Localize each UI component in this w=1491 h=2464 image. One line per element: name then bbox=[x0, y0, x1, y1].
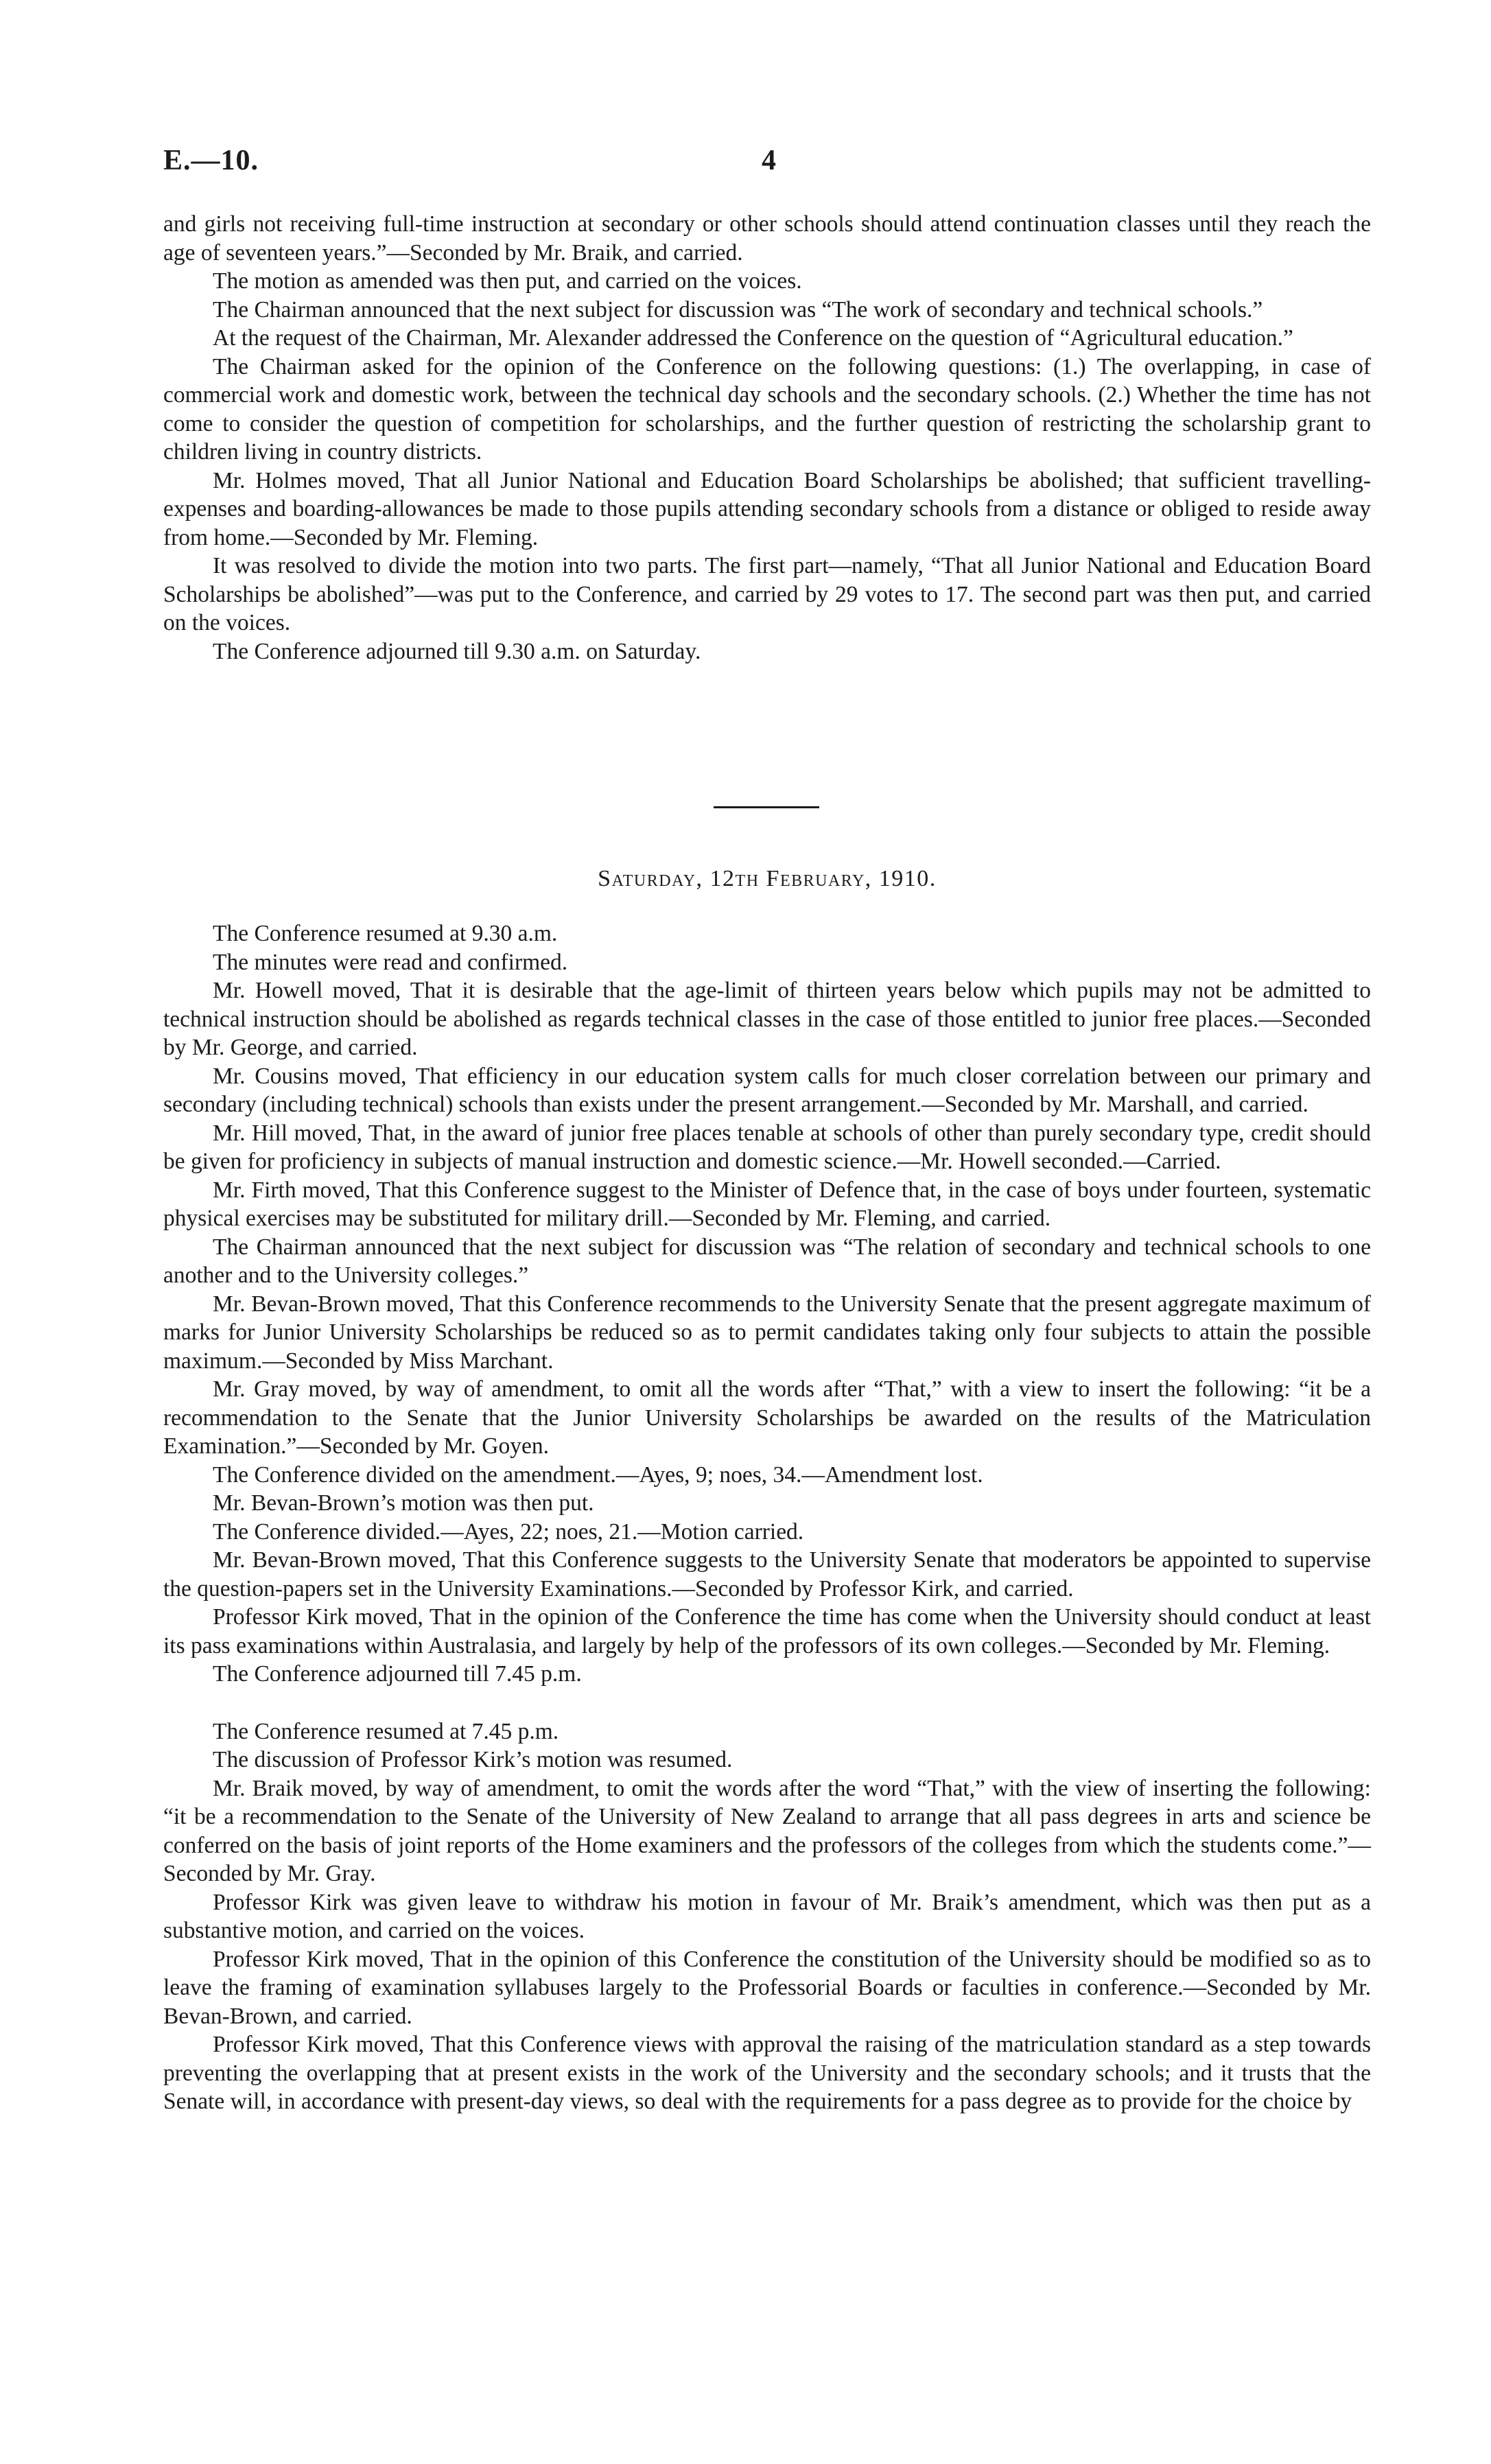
paragraph: Professor Kirk moved, That this Conference views with approval the raising of the matriculation standard as a step towards preventing the overlapping that at present exists in the work of the University and the secondary schools; and it trusts that the Senate will, in accordance with present-day views, so deal with the requirements for a pass degree as to provide for the choice by bbox=[163, 2032, 1371, 2114]
section-divider bbox=[714, 806, 819, 808]
paragraph: At the request of the Chairman, Mr. Alexander addressed the Conference on the question of “Agricultural education.” bbox=[213, 325, 1293, 351]
paragraph: Mr. Gray moved, by way of amendment, to omit all the words after “That,” with a view to insert the following: “it be a recommendation to the Senate that the Junior University Scholarships be awarded on the results of the Matriculation Examination.”—Seconded by Mr. Goyen. bbox=[163, 1376, 1371, 1459]
paragraph: The Chairman asked for the opinion of the Conference on the following questions: (1.) The overlapping, in case of commercial work and domestic work, between the technical day schools and the secondary schools. (2.) Whether the time has not come to consider the question of competition for scholarships, and the further question of restricting the scholarship grant to children living in country districts. bbox=[163, 353, 1371, 465]
document-reference: E.—10. bbox=[163, 145, 259, 176]
paragraph: The Conference resumed at 9.30 a.m. bbox=[213, 921, 558, 946]
paragraph: The Conference resumed at 7.45 p.m. bbox=[213, 1718, 559, 1744]
paragraph: Mr. Hill moved, That, in the award of junior free places tenable at schools of other than purely secondary type, credit should be given for proficiency in subjects of manual instruction and domestic science.—Mr. Howell seconded.—Carried. bbox=[163, 1120, 1371, 1174]
paragraph: The Conference divided on the amendment.—Ayes, 9; noes, 34.—Amendment lost. bbox=[213, 1462, 983, 1488]
paragraph: The Chairman announced that the next subject for discussion was “The work of secondary and technical schools.” bbox=[213, 296, 1263, 322]
paragraph: Mr. Bevan-Brown moved, That this Conference suggests to the University Senate that moderators be appointed to supervise the question-papers set in the University Examinations.—Seconded by Professor Kirk, and carried. bbox=[163, 1547, 1371, 1601]
paragraph: Mr. Braik moved, by way of amendment, to omit the words after the word “That,” with the view of inserting the following: “it be a recommendation to the Senate of the University of New Zealand to arrange that all pass degrees in arts and science be conferred on the basis of joint reports of the Home examiners and the professors of the colleges from which the students come.”—Seconded by Mr. Gray. bbox=[163, 1775, 1371, 1886]
section-friday-proceedings bbox=[163, 210, 1371, 666]
page-header bbox=[163, 144, 1371, 185]
paragraph: Professor Kirk moved, That in the opinion of the Conference the time has come when the University should conduct at least its pass examinations within Australasia, and largely by help of the professors of its own colleges.—Seconded by Mr. Fleming. bbox=[163, 1604, 1371, 1658]
paragraph: and girls not receiving full-time instruction at secondary or other schools should attend continuation classes until they reach the age of seventeen years.”—Seconded by Mr. Braik, and carried. bbox=[163, 211, 1371, 266]
paragraph: Mr. Cousins moved, That efficiency in our education system calls for much closer correlation between our primary and secondary (including technical) schools than exists under the present arrangement.—Seconded by Mr. Marshall, and carried. bbox=[163, 1063, 1371, 1117]
paragraph: Mr. Bevan-Brown’s motion was then put. bbox=[213, 1490, 594, 1516]
paragraph: The minutes were read and confirmed. bbox=[213, 949, 568, 975]
paragraph: Mr. Howell moved, That it is desirable that the age-limit of thirteen years below which pupils may not be admitted to technical instruction should be abolished as regards technical classes in the case of those entitled to junior free places.—Seconded by Mr. George, and carried. bbox=[163, 978, 1371, 1060]
paragraph: The Conference divided.—Ayes, 22; noes, 21.—Motion carried. bbox=[213, 1518, 804, 1545]
paragraph: Professor Kirk moved, That in the opinion of this Conference the constitution of the University should be modified so as to leave the framing of examination syllabuses largely to the Professorial Boards or faculties in conference.—Seconded by Mr. Bevan-Brown, and carried. bbox=[163, 1946, 1371, 2029]
date-heading: Saturday, 12th February, 1910. bbox=[598, 866, 937, 891]
paragraph: Mr. Firth moved, That this Conference suggest to the Minister of Defence that, in the case of boys under fourteen, systematic physical exercises may be substituted for military drill.—Seconded by Mr. Fleming, and carried. bbox=[163, 1177, 1371, 1231]
paragraph: The Chairman announced that the next subject for discussion was “The relation of secondary and technical schools to one another and to the University colleges.” bbox=[163, 1234, 1371, 1288]
paragraph-gap bbox=[163, 1689, 1371, 1717]
paragraph: The Conference adjourned till 9.30 a.m. on Saturday. bbox=[213, 638, 701, 664]
paragraph: It was resolved to divide the motion into two parts. The first part—namely, “That all Junior National and Education Board Scholarships be abolished”—was put to the Conference, and carried by 29 votes to 17. The second part was then put, and carried on the voices. bbox=[163, 553, 1371, 635]
page-number: 4 bbox=[762, 145, 776, 176]
section-saturday-proceedings bbox=[163, 919, 1371, 2116]
paragraph: Mr. Holmes moved, That all Junior National and Education Board Scholarships be abolished; that sufficient travelling-expenses and boarding-allowances be made to those pupils attending secondary schools from a distance or obliged to reside away from home.—Seconded by Mr. Fleming. bbox=[163, 467, 1371, 550]
paragraph: Mr. Bevan-Brown moved, That this Conference recommends to the University Senate that the present aggregate maximum of marks for Junior University Scholarships be reduced so as to permit candidates taking only four subjects to attain the possible maximum.—Seconded by Miss Marchant. bbox=[163, 1291, 1371, 1374]
paragraph: The Conference adjourned till 7.45 p.m. bbox=[213, 1661, 582, 1687]
paragraph: The motion as amended was then put, and carried on the voices. bbox=[213, 268, 802, 294]
paragraph: Professor Kirk was given leave to withdraw his motion in favour of Mr. Braik’s amendment, which was then put as a substantive motion, and carried on the voices. bbox=[163, 1889, 1371, 1943]
paragraph: The discussion of Professor Kirk’s motion was resumed. bbox=[213, 1747, 733, 1772]
